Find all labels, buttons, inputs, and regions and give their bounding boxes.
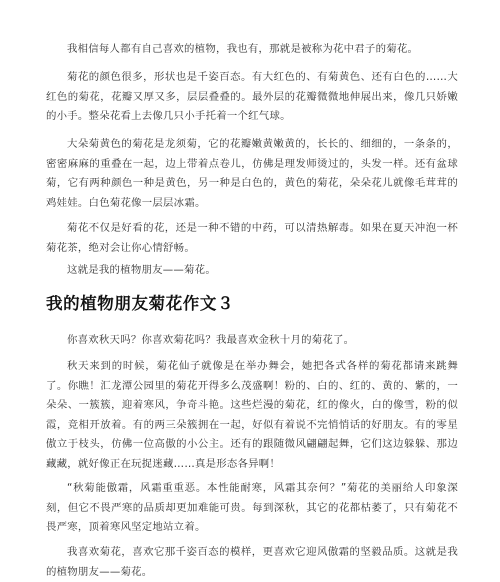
paragraph-question: 你喜欢秋天吗？你喜欢菊花吗？我最喜欢金秋十月的菊花了。 xyxy=(67,334,355,346)
paragraph-intro: 我相信每人都有自己喜欢的植物，我也有，那就是被称为花中君子的菊花。 xyxy=(67,43,419,55)
paragraph-conclusion: 我喜欢菊花，喜欢它那千姿百态的模样，更喜欢它迎风傲霜的坚毅品质。这就是我的植物朋友——菊花。 xyxy=(46,546,458,578)
essay-title: 我的植物朋友菊花作文３ xyxy=(46,294,235,313)
paragraph-closing: 这就是我的植物朋友——菊花。 xyxy=(67,264,216,276)
paragraph-medicine: 菊花不仅是好看的花，还是一种不错的中药，可以清热解毒。如果在夏天冲泡一杯菊花茶，绝对会让你心情舒畅。 xyxy=(46,222,458,254)
paragraph-colors: 菊花的颜色很多，形状也是千姿百态。有大红色的、有菊黄色、还有白色的……大红色的菊花，花瓣又厚又多，层层叠叠的。最外层的花瓣微微地伸展出来，像几只娇嫩的小手。整朵花看上去像几只小手托着一个红气球。 xyxy=(46,71,458,123)
paragraph-yellow-chrysanthemum: 大朵菊黄色的菊花是龙须菊，它的花瓣嫩黄嫩黄的，长长的、细细的，一条条的，密密麻麻的重叠在一起，边上带着点卷儿，仿佛是理发师烫过的，头发一样。还有盆球菊，它有两种颜色一种是黄色，另一种是白色的，黄色的菊花，朵朵花儿就像毛茸茸的鸡娃娃。白色菊花像一层层冰霜。 xyxy=(46,138,458,209)
paragraph-poem: “秋菊能傲霜，风霜重重恶。本性能耐寒，风霜其奈何？”菊花的美丽给人印象深刻，但它不畏严寒的品质却更加难能可贵。每到深秋，其它的花都枯萎了，只有菊花不畏严寒，顶着寒风坚定地站立着。 xyxy=(46,482,458,534)
paragraph-autumn: 秋天来到的时候，菊花仙子就像是在举办舞会，她把各式各样的菊花都请来跳舞了。你瞧！汇龙潭公园里的菊花开得多么茂盛啊！粉的、白的、红的、黄的、紫的，一朵朵、一簇簇，迎着寒风，争奇斗艳。这些烂漫的菊花，红的像火，白的像雪，粉的似霞，竞相开放着。有的两三朵簇拥在一起，好似有着说不完悄悄话的好朋友。有的零星傲立于枝头，仿佛一位高傲的小公主。还有的跟随微风翩翩起舞，它们这边躲躲、那边藏藏，就好像正在玩捉迷藏……真是形态各异啊！ xyxy=(46,360,458,470)
